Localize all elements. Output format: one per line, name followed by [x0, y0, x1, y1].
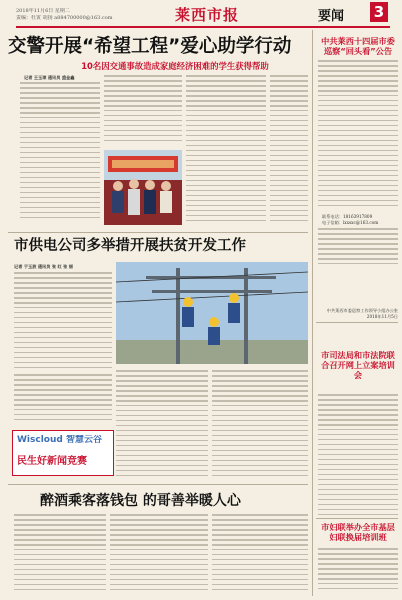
- sidebar-story3-headline: 市妇联举办全市基层妇联换届培训班: [321, 522, 395, 542]
- masthead-date: 2018年11月6日 星期二: [16, 8, 70, 14]
- sidebar-story1-signature: 中共莱西市委巡察工作领导小组办公室: [326, 308, 398, 313]
- ad-slogan: 民生好新闻竞赛: [17, 456, 87, 467]
- second-byline: 记者 于玉波 通讯员 张 红 张 丽: [14, 264, 73, 269]
- lead-byline: 记者 王玉琼 通讯员 盛金鑫: [24, 75, 75, 80]
- sidebar-story1-body: [318, 60, 398, 210]
- second-body-bottom-col1: [14, 374, 112, 424]
- sidebar-story1-contact: [322, 214, 400, 220]
- second-headline: 市供电公司多举措开展扶贫开发工作: [14, 238, 246, 254]
- third-body-col2: [110, 514, 208, 596]
- page-number-badge: 3: [370, 2, 388, 22]
- lead-body-col3: [186, 75, 266, 225]
- second-photo: [116, 262, 308, 364]
- second-body-bottom-col2: [116, 370, 208, 480]
- masthead-brand: 莱西市报: [175, 6, 240, 24]
- sidebar-rule-2: [316, 518, 398, 519]
- lead-headline: 交警开展“希望工程”爱心助学行动: [8, 36, 292, 57]
- contact-phone: 18163917809: [342, 214, 373, 219]
- sidebar-story2-body: [318, 394, 398, 518]
- sidebar-story3-body: [318, 548, 398, 596]
- email-label: 电子信箱：: [322, 220, 343, 225]
- lead-body-col4: [270, 75, 308, 225]
- third-top-rule: [8, 484, 308, 485]
- lead-subheadline: 10名因交通事故造成家庭经济困难的学生获得帮助: [81, 61, 269, 71]
- sidebar-divider: [312, 30, 313, 596]
- third-body-col3: [212, 514, 308, 596]
- sidebar-story1-date: 2018年11月5日: [366, 314, 398, 319]
- lead-photo: [104, 150, 182, 225]
- lead-bottom-rule: [8, 232, 308, 233]
- lead-body-col2: [104, 75, 182, 147]
- contact-label: 联系电话：: [322, 214, 343, 219]
- third-headline: 醉酒乘客落钱包 的哥善举暖人心: [40, 493, 241, 509]
- masthead-editor: 责编：杜寅 胡扬 a884700000@163.com: [16, 15, 113, 21]
- ad-box: [12, 430, 114, 476]
- second-body-bottom-col3: [212, 370, 308, 480]
- third-body-col1: [14, 514, 106, 596]
- ad-logo: Wiscloud 智慧云谷: [17, 435, 102, 445]
- masthead-section: 要闻: [318, 9, 345, 24]
- sidebar-story1-headline: 中共莱西十四届市委巡察“回头看”公告: [321, 36, 395, 56]
- lead-body-col1: [20, 82, 100, 224]
- email-address: lxxsxc@163.com: [342, 220, 379, 225]
- second-body-col1: [14, 272, 112, 372]
- sidebar-story1-email: [322, 220, 400, 226]
- sidebar-rule-1: [316, 322, 398, 323]
- sidebar-story2-headline: 市司法局和市法院联合召开网上立案培训会: [321, 350, 395, 380]
- sidebar-story1-body2: [318, 228, 398, 268]
- masthead-rule: [16, 26, 390, 28]
